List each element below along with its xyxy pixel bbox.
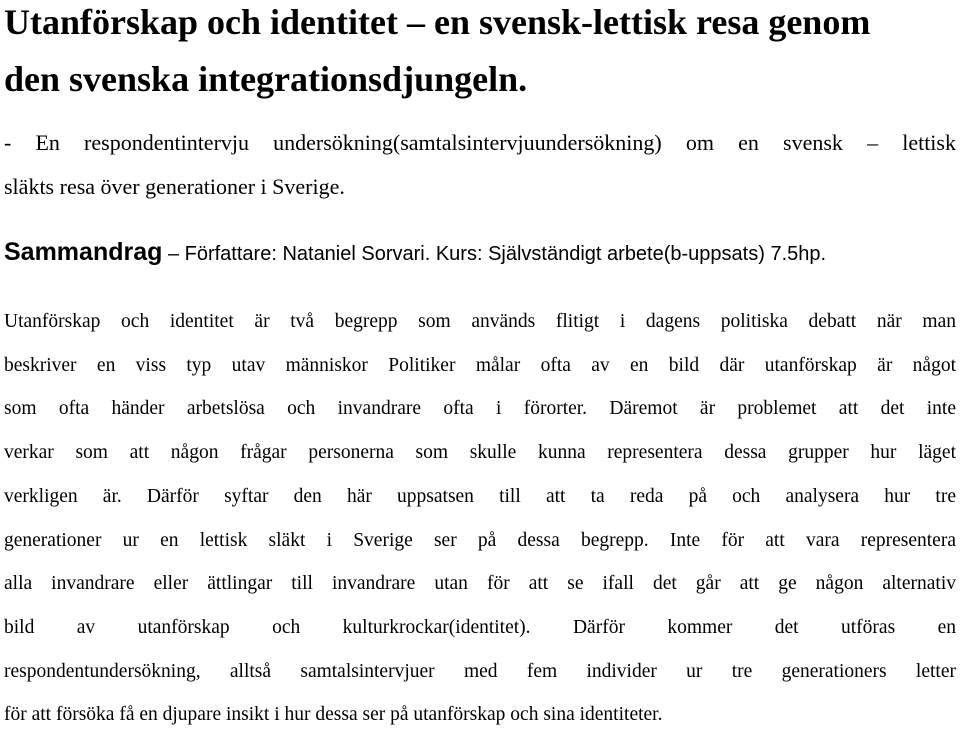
- summary-body: [4, 300, 956, 737]
- author-course-info: – Författare: Nataniel Sorvari. Kurs: Självständigt arbete(b-uppsats) 7.5hp.: [162, 243, 827, 265]
- subtitle-line-2: släkts resa över generationer i Sverige.: [4, 174, 345, 199]
- body-line-3: som ofta händer arbetslösa och invandrare ofta i förorter. Däremot är problemet att det inte: [4, 398, 956, 420]
- summary-line: [4, 232, 826, 276]
- document-title: [4, 0, 954, 108]
- summary-heading: Sammandrag: [4, 238, 163, 266]
- title-line-1: Utanförskap och identitet – en svensk-lettisk resa genom: [4, 2, 871, 42]
- body-line-1: Utanförskap och identitet är två begrepp som används flitigt i dagens politiska debatt när man: [4, 311, 956, 332]
- body-line-4: verkar som att någon frågar personerna som skulle kunna representera dessa grupper hur läget: [4, 442, 956, 464]
- body-line-2: beskriver en viss typ utav människor Politiker målar ofta av en bild där utanförskap är något: [4, 354, 956, 376]
- body-line-7: alla invandrare eller ättlingar till invandrare utan för att se ifall det går att ge någon alternativ: [4, 573, 956, 595]
- title-line-2: den svenska integrationsdjungeln.: [4, 59, 528, 99]
- body-line-5: verkligen är. Därför syftar den här uppsatsen till att ta reda på och analysera hur tre: [4, 485, 956, 507]
- subtitle-line-1: - En respondentintervju undersökning(samtalsintervjuundersökning) om en svensk – lettisk: [4, 130, 956, 155]
- body-line-9: respondentundersökning, alltså samtalsintervjuer med fem individer ur tre generationers letter: [4, 660, 956, 682]
- body-line-10: för att försöka få en djupare insikt i hur dessa ser på utanförskap och sina identiteter.: [4, 704, 663, 726]
- body-line-6: generationer ur en lettisk släkt i Sverige ser på dessa begrepp. Inte för att vara representera: [4, 529, 956, 551]
- body-line-8: bild av utanförskap och kulturkrockar(identitet). Därför kommer det utföras en: [4, 616, 956, 638]
- document-subtitle: [4, 121, 956, 209]
